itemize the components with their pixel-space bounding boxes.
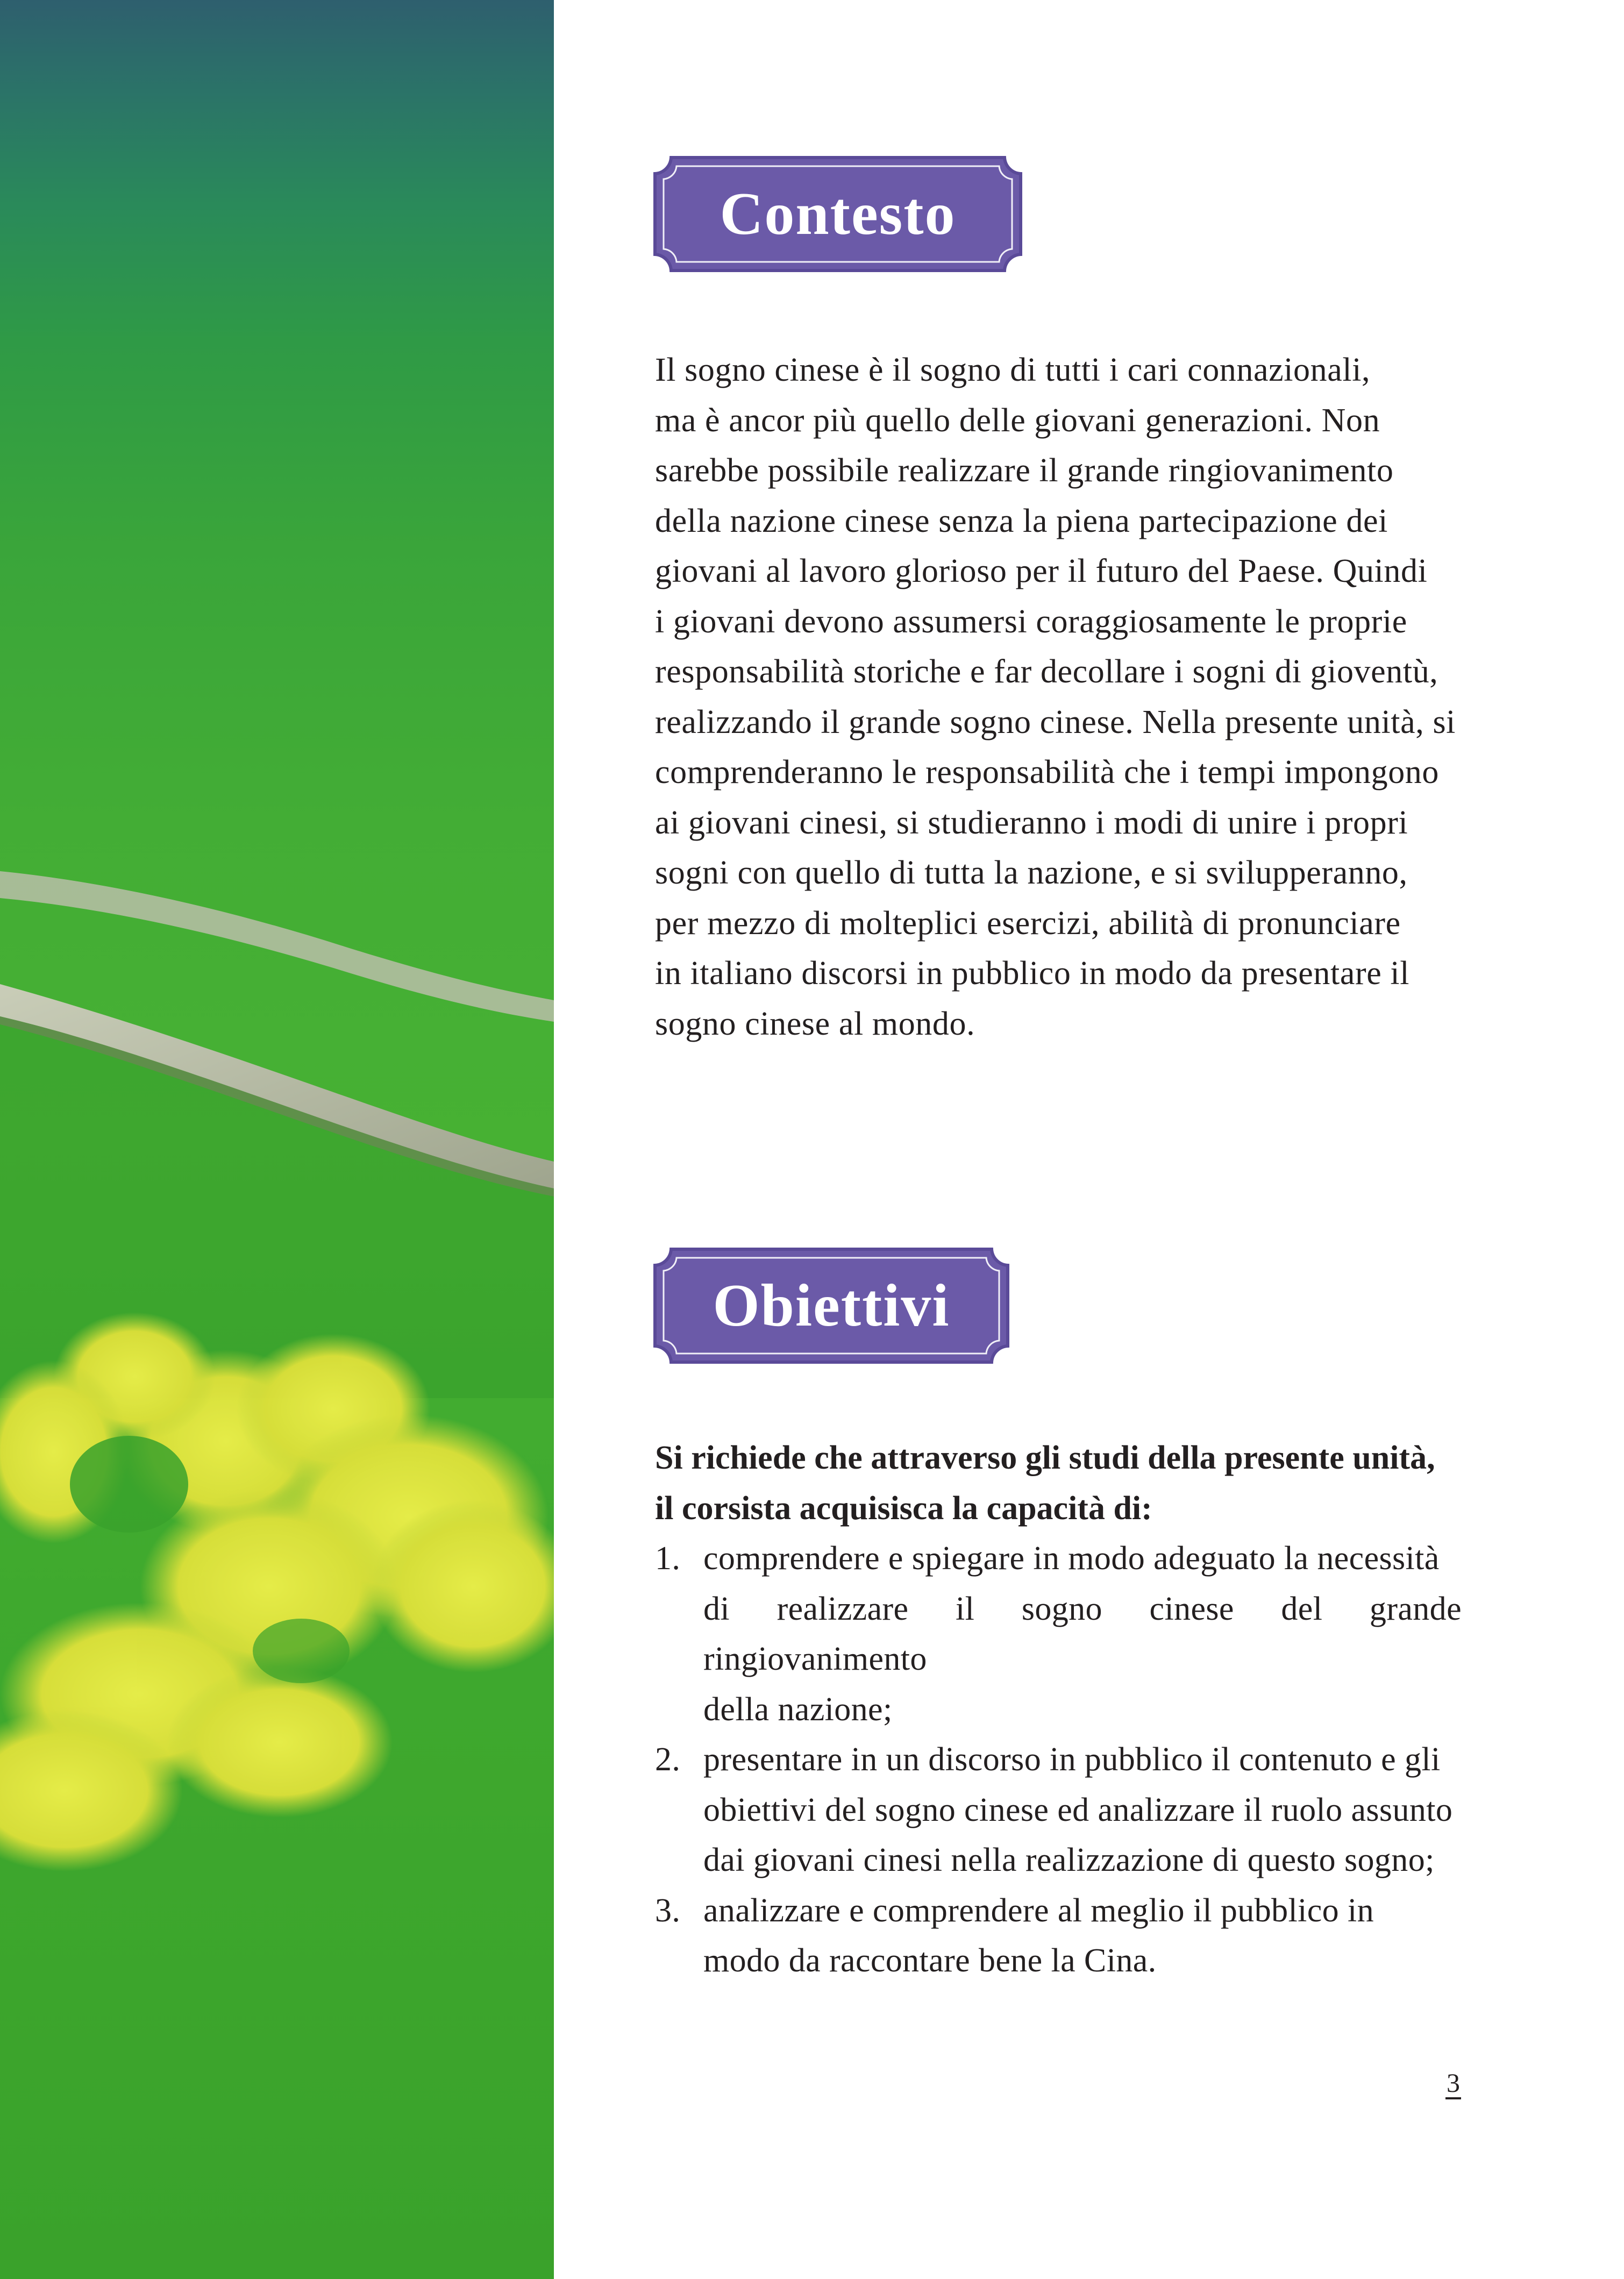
context-line: ma è ancor più quello delle giovani generazioni. Non	[655, 402, 1380, 439]
obiettivi-heading: Obiettivi	[713, 1272, 950, 1339]
item-number: 1.	[655, 1540, 681, 1577]
objectives-intro	[655, 1433, 1462, 1534]
field-photo	[0, 0, 554, 2279]
item-line: obiettivi del sogno cinese ed analizzare il ruolo assunto	[703, 1791, 1453, 1828]
item-line: presentare in un discorso in pubblico il contenuto e gli	[703, 1741, 1441, 1778]
context-line: comprenderanno le responsabilità che i tempi impongono	[655, 754, 1440, 790]
list-item	[655, 1534, 1462, 1735]
context-line: giovani al lavoro glorioso per il futuro del Paese. Quindi	[655, 553, 1428, 589]
context-line: sarebbe possibile realizzare il grande ringiovanimento	[655, 452, 1394, 489]
context-paragraph	[655, 345, 1462, 1049]
intro-line: il corsista acquisisca la capacità di:	[655, 1490, 1152, 1527]
contesto-heading: Contesto	[720, 180, 956, 247]
item-number: 2.	[655, 1741, 681, 1778]
contesto-heading-badge	[650, 152, 1026, 276]
intro-line: Si richiede che attraverso gli studi della presente unità,	[655, 1440, 1435, 1476]
context-line: Il sogno cinese è il sogno di tutti i cari connazionali,	[655, 352, 1371, 388]
item-line: di realizzare il sogno cinese del grande ringiovanimento	[703, 1590, 1462, 1677]
objectives-list	[655, 1534, 1462, 1986]
context-line: responsabilità storiche e far decollare i sogni di gioventù,	[655, 653, 1438, 690]
context-line: sogni con quello di tutta la nazione, e si svilupperanno,	[655, 854, 1408, 891]
list-item	[655, 1886, 1462, 1986]
item-line: della nazione;	[703, 1691, 893, 1728]
context-line: realizzando il grande sogno cinese. Nella presente unità, si	[655, 703, 1456, 740]
context-line: ai giovani cinesi, si studieranno i modi di unire i propri	[655, 804, 1408, 841]
item-line: dai giovani cinesi nella realizzazione di questo sogno;	[703, 1842, 1435, 1878]
context-line: per mezzo di molteplici esercizi, abilità di pronunciare	[655, 905, 1401, 942]
item-line: analizzare e comprendere al meglio il pubblico in	[703, 1892, 1374, 1929]
item-number: 3.	[655, 1892, 681, 1929]
context-line: sogno cinese al mondo.	[655, 1005, 975, 1042]
item-line: comprendere e spiegare in modo adeguato la necessità	[703, 1540, 1440, 1577]
item-line: modo da raccontare bene la Cina.	[703, 1942, 1157, 1979]
page-number: 3	[1445, 2068, 1461, 2099]
context-line: della nazione cinese senza la piena partecipazione dei	[655, 502, 1388, 539]
context-line: in italiano discorsi in pubblico in modo da presentare il	[655, 955, 1410, 992]
list-item	[655, 1735, 1462, 1886]
obiettivi-heading-badge	[650, 1244, 1013, 1368]
field-illustration	[0, 0, 554, 2279]
context-line: i giovani devono assumersi coraggiosamente le proprie	[655, 603, 1407, 640]
